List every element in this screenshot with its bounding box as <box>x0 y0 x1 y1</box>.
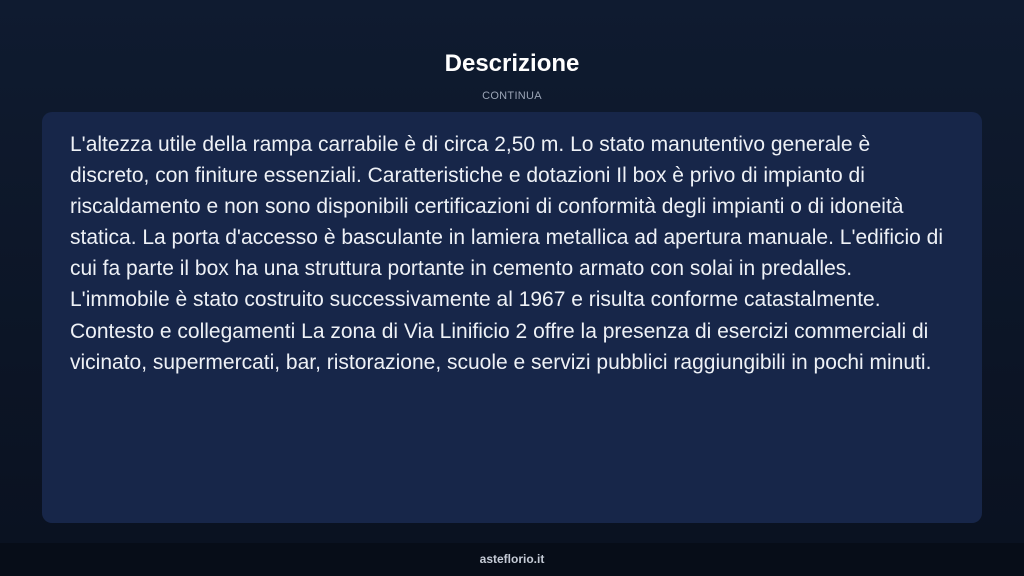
page-title: Descrizione <box>444 50 580 77</box>
description-text: L'altezza utile della rampa carrabile è di circa 2,50 m. Lo stato manutentivo generale è discreto, con finiture essenziali. Caratteristiche e dotazioni Il box è privo di impianto di riscaldamento e non sono disponibili certificazioni di conformità degli impianti o di idoneità statica. La porta d'accesso è basculante in lamiera metallica ad apertura manuale. L'edificio di cui fa parte il box ha una struttura portante in cemento armato con solai in predalles. L'immobile è stato costruito successivamente al 1967 e risulta conforme catastalmente. Contesto e collegamenti La zona di Via Linificio 2 offre la presenza di esercizi commerciali di vicinato, supermercati, bar, ristorazione, scuole e servizi pubblici raggiungibili in pochi minuti. <box>70 133 944 374</box>
continue-label: CONTINUA <box>482 90 542 102</box>
footer-site-label: asteflorio.it <box>0 543 1024 576</box>
description-panel <box>42 112 982 523</box>
